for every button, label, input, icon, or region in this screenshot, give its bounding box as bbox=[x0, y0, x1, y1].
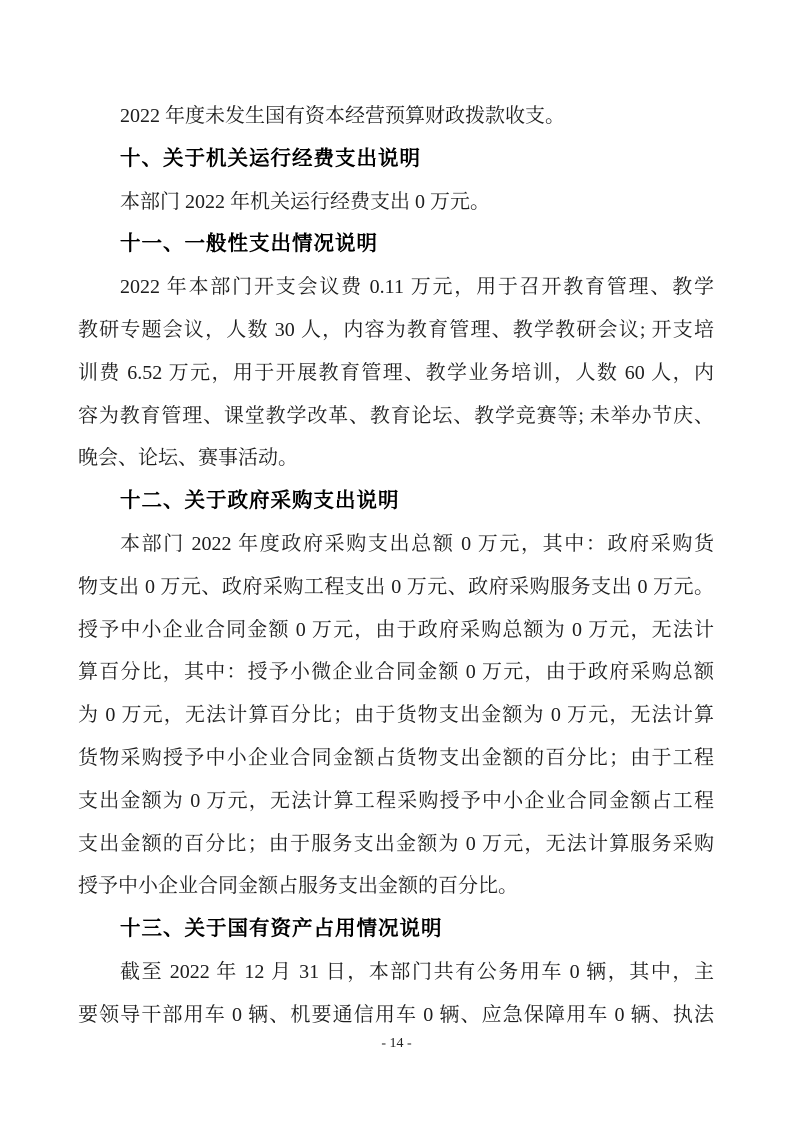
paragraph-line: 本部门 2022 年机关运行经费支出 0 万元。 bbox=[120, 190, 490, 213]
paragraph-line: 算百分比，其中：授予小微企业合同金额 0 万元，由于政府采购总额 bbox=[78, 661, 714, 684]
paragraph-line: 教研专题会议，人数 30 人，内容为教育管理、教学教研会议; 开支培 bbox=[78, 318, 714, 341]
paragraph-line: 本部门 2022 年度政府采购支出总额 0 万元，其中：政府采购货 bbox=[120, 532, 714, 555]
paragraph-line: 为 0 万元，无法计算百分比；由于货物支出金额为 0 万元，无法计算 bbox=[78, 704, 714, 727]
section-heading: 十一、一般性支出情况说明 bbox=[120, 232, 378, 256]
paragraph-line: 授予中小企业合同金额 0 万元，由于政府采购总额为 0 万元，无法计 bbox=[78, 618, 714, 641]
paragraph-line: 截至 2022 年 12 月 31 日，本部门共有公务用车 0 辆，其中，主 bbox=[120, 960, 714, 983]
paragraph-line: 要领导干部用车 0 辆、机要通信用车 0 辆、应急保障用车 0 辆、执法 bbox=[78, 1003, 714, 1026]
paragraph-line: 支出金额为 0 万元，无法计算工程采购授予中小企业合同金额占工程 bbox=[78, 789, 714, 812]
paragraph-line: 货物采购授予中小企业合同金额占货物支出金额的百分比；由于工程 bbox=[78, 746, 714, 769]
paragraph-line: 支出金额的百分比；由于服务支出金额为 0 万元，无法计算服务采购 bbox=[78, 832, 714, 855]
section-heading: 十、关于机关运行经费支出说明 bbox=[120, 146, 421, 170]
section-heading: 十三、关于国有资产占用情况说明 bbox=[120, 917, 443, 941]
paragraph-line: 容为教育管理、课堂教学改革、教育论坛、教学竞赛等; 未举办节庆、 bbox=[78, 404, 714, 427]
paragraph-line: 训费 6.52 万元，用于开展教育管理、教学业务培训，人数 60 人，内 bbox=[78, 361, 714, 384]
paragraph-line: 晚会、论坛、赛事活动。 bbox=[78, 447, 298, 470]
paragraph-line: 授予中小企业合同金额占服务支出金额的百分比。 bbox=[78, 875, 518, 898]
paragraph-line: 2022 年本部门开支会议费 0.11 万元，用于召开教育管理、教学 bbox=[120, 276, 714, 299]
document-body bbox=[78, 95, 714, 1037]
page-number: - 14 - bbox=[381, 1036, 412, 1051]
paragraph-line: 物支出 0 万元、政府采购工程支出 0 万元、政府采购服务支出 0 万元。 bbox=[78, 575, 714, 598]
section-heading: 十二、关于政府采购支出说明 bbox=[120, 489, 400, 513]
paragraph-line: 2022 年度未发生国有资本经营预算财政拨款收支。 bbox=[120, 105, 565, 127]
